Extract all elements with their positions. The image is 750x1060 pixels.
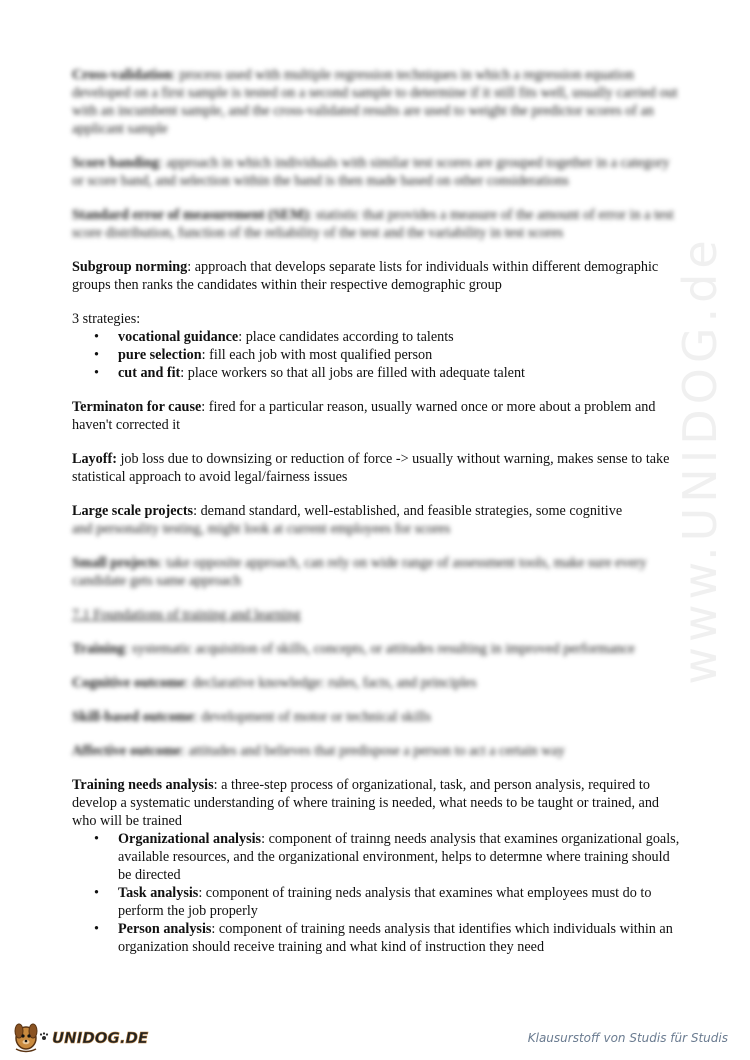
term: Terminaton for cause <box>72 399 202 415</box>
term: Standard error of measurement (SEM) <box>72 207 309 223</box>
training-needs-intro <box>72 776 682 830</box>
large-scale-visible <box>72 502 682 520</box>
term: Subgroup norming <box>72 259 188 275</box>
definition-text: : take opposite approach, can rely on wide range of assessment tools, make sure every candidate gets same approach <box>72 555 647 589</box>
bullet-icon: • <box>94 885 99 901</box>
definition-layoff <box>72 450 682 486</box>
watermark: www.UNIDOG.de <box>673 235 727 685</box>
definition-text: : approach that develops separate lists for individuals within different demographic groups then ranks the candidates within their respective demographic group <box>72 259 659 293</box>
definition-large-scale <box>72 502 682 538</box>
list-item <box>94 884 682 920</box>
definition-text: : declarative knowledge: rules, facts, and principles <box>185 675 477 691</box>
definition-text: : fired for a particular reason, usually warned once or more about a problem and haven't corrected it <box>72 399 656 433</box>
definition-text: : approach in which individuals with similar test scores are grouped together in a category or score band, and selection within the band is then made based on other considerations <box>72 155 670 189</box>
term: Cognitive outcome <box>72 675 186 691</box>
large-scale-blurred: and personality testing, might look at current employees for scores <box>72 521 451 537</box>
item-text: : component of training needs analysis that identifies which individuals within an organization should receive training and what kind of instruction they need <box>118 921 673 955</box>
term: Large scale projects <box>72 503 194 519</box>
term: Skill-based outcome <box>72 709 194 725</box>
item-text: : component of trainng needs analysis that examines organizational goals, available resources, and the organizational environment, helps to determne where training should be directed <box>118 831 680 883</box>
bullet-icon: • <box>94 921 99 937</box>
list-item <box>94 346 682 364</box>
definition-text: job loss due to downsizing or reduction of force -> usually without warning, makes sense to take statistical approach to avoid legal/fairness issues <box>72 451 670 485</box>
paw-icon <box>40 1032 48 1040</box>
bullet-icon: • <box>94 329 99 345</box>
logo-text: UNIDOG.DE <box>52 1029 149 1047</box>
bullet-icon: • <box>94 831 99 847</box>
term: Training needs analysis <box>72 777 214 793</box>
term: Layoff: <box>72 451 117 467</box>
term: Training <box>72 641 125 657</box>
blurred-middle-section <box>72 554 682 760</box>
strategies-intro: 3 strategies: <box>72 311 141 327</box>
term: vocational guidance <box>118 329 239 345</box>
definition-text: : systematic acquisition of skills, concepts, or attitudes resulting in improved performance <box>124 641 635 657</box>
item-text: : fill each job with most qualified person <box>201 347 433 363</box>
definition-training-needs <box>72 776 682 956</box>
list-item <box>94 364 682 382</box>
term: Affective outcome <box>72 743 182 759</box>
section-heading: 7.1 Foundations of training and learning <box>72 607 301 623</box>
list-item <box>94 328 682 346</box>
definition-text: : process used with multiple regression techniques in which a regression equation developed on a first sample is tested on a second sample to determine if it still fits well, usually carried out with an incumbent sample, and the cross-validated results are used to weight the predictor scores of an applicant sample <box>72 67 678 137</box>
document-body <box>72 66 682 956</box>
definition-affective-outcome <box>72 742 682 760</box>
definition-training <box>72 640 682 658</box>
list-item <box>94 920 682 956</box>
definition-subgroup-norming <box>72 258 682 294</box>
strategies-list <box>72 328 682 382</box>
definition-cognitive-outcome <box>72 674 682 692</box>
item-text: : component of training neds analysis that examines what employees must do to perform the job properly <box>118 885 652 919</box>
term: Score banding <box>72 155 159 171</box>
definition-text: : development of motor or technical skills <box>193 709 431 725</box>
term: Task analysis <box>118 885 199 901</box>
list-item <box>94 830 682 884</box>
term: Cross-validation <box>72 67 172 83</box>
bullet-icon: • <box>94 347 99 363</box>
definition-termination <box>72 398 682 434</box>
blurred-top-section <box>72 66 682 242</box>
term: Small projects <box>72 555 159 571</box>
definition-text: : demand standard, well-established, and feasible strategies, some cognitive <box>193 503 623 519</box>
unidog-logo <box>10 1018 150 1054</box>
term: pure selection <box>118 347 202 363</box>
term: Organizational analysis <box>118 831 262 847</box>
definition-text: : a three-step process of organizational, task, and person analysis, required to develop a systematic understanding of where training is needed, what needs to be taught or trained, and who will be trained <box>72 777 660 829</box>
definition-text: : attitudes and believes that predispose a person to act a certain way <box>181 743 565 759</box>
definition-skill-outcome <box>72 708 682 726</box>
definition-cross-validation <box>72 66 682 138</box>
definition-score-banding <box>72 154 682 190</box>
dog-mascot-icon <box>15 1024 37 1052</box>
definition-small-projects <box>72 554 682 590</box>
bullet-icon: • <box>94 365 99 381</box>
term: cut and fit <box>118 365 181 381</box>
strategies-block <box>72 310 682 382</box>
term: Person analysis <box>118 921 212 937</box>
item-text: : place candidates according to talents <box>238 329 454 345</box>
training-needs-list <box>72 830 682 956</box>
definition-text: : statistic that provides a measure of the amount of error in a test score distribution, function of the reliability of the test and the variability in test scores <box>72 207 674 241</box>
item-text: : place workers so that all jobs are filled with adequate talent <box>180 365 525 381</box>
definition-sem <box>72 206 682 242</box>
footer-tagline: Klausurstoff von Studis für Studis <box>527 1031 728 1045</box>
